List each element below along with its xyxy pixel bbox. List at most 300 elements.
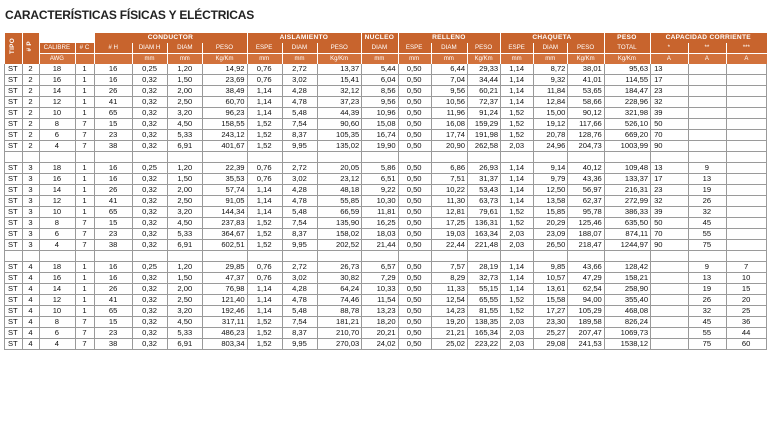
cell-rell-espe: 0,50 [398,229,431,240]
cell-cap-3 [727,218,767,229]
cell-calibre: 8 [40,317,75,328]
cell-chaq-espe: 2,03 [501,141,534,152]
cell-nucleo-diam: 10,30 [362,196,398,207]
cell-peso-total: 158,21 [604,273,650,284]
cell-aisl-diam: 8,37 [282,130,317,141]
cell-cap-1: 50 [651,119,688,130]
cell-cap-3 [727,196,767,207]
cell-nucleo-diam: 21,44 [362,240,398,251]
cell-num-p: 2 [22,141,40,152]
cell-rell-peso: 81,55 [468,306,501,317]
cell-aisl-diam: 3,02 [282,75,317,86]
cell-rell-espe: 0,50 [398,317,431,328]
cell-aisl-diam: 9,95 [282,240,317,251]
cell-aisl-espe: 1,52 [247,130,282,141]
cell-chaq-diam: 20,78 [534,130,568,141]
cell-cond-peso: 192,46 [203,306,247,317]
cell-cond-peso: 22,39 [203,163,247,174]
cell-cap-1 [651,328,688,339]
cell-aisl-espe: 1,14 [247,108,282,119]
cell-rell-peso: 79,61 [468,207,501,218]
table-row [5,284,767,295]
cell-rell-peso: 138,35 [468,317,501,328]
cell-cap-2: 19 [688,284,727,295]
table-row [5,262,767,273]
cell-chaq-peso: 58,66 [568,97,604,108]
cell-calibre: 6 [40,130,75,141]
cell-num-c: 7 [75,119,95,130]
cell-diam-h: 0,25 [132,64,167,75]
cell-aisl-peso: 30,82 [318,273,362,284]
cell-cap-2: 55 [688,328,727,339]
cell-aisl-diam: 7,54 [282,218,317,229]
cell-rell-peso: 223,22 [468,339,501,350]
cell-chaq-peso: 43,36 [568,174,604,185]
cell-num-p: 4 [22,328,40,339]
cell-chaq-espe: 1,52 [501,130,534,141]
cell-aisl-peso: 210,70 [318,328,362,339]
cell-chaq-diam: 15,58 [534,295,568,306]
cell-calibre: 4 [40,240,75,251]
cell-cap-1 [651,339,688,350]
cell-diam-h: 0,32 [132,317,167,328]
cell-cap-2 [688,130,727,141]
cell-num-h: 65 [95,207,132,218]
cell-cap-2 [688,64,727,75]
cell-num-h: 15 [95,218,132,229]
cell-aisl-peso: 15,41 [318,75,362,86]
cell-chaq-diam: 12,84 [534,97,568,108]
cell-tipo: ST [5,75,23,86]
cell-rell-peso: 55,15 [468,284,501,295]
cell-rell-diam: 17,25 [431,218,467,229]
cell-peso-total: 272,99 [604,196,650,207]
cell-cap-1 [651,306,688,317]
cell-num-p: 4 [22,317,40,328]
cell-num-h: 23 [95,130,132,141]
cell-cap-3: 10 [727,273,767,284]
cell-rell-peso: 60,21 [468,86,501,97]
cell-num-c: 1 [75,306,95,317]
group-chaqueta: CHAQUETA [501,33,605,43]
cell-calibre: 8 [40,119,75,130]
group-peso: PESO [604,33,650,43]
cell-rell-peso: 28,19 [468,262,501,273]
cell-num-h: 38 [95,339,132,350]
cell-num-p: 3 [22,174,40,185]
cell-cap-3: 20 [727,295,767,306]
cell-nucleo-diam: 9,56 [362,97,398,108]
cell-chaq-peso: 105,29 [568,306,604,317]
cell-rell-espe: 0,50 [398,119,431,130]
col-calibre: CALIBRE [40,43,75,54]
cell-cond-diam: 1,20 [168,262,203,273]
cell-num-p: 2 [22,97,40,108]
cell-cap-2: 75 [688,339,727,350]
cell-cond-diam: 3,20 [168,306,203,317]
cell-chaq-peso: 62,37 [568,196,604,207]
cell-diam-h: 0,25 [132,262,167,273]
cell-chaq-peso: 40,12 [568,163,604,174]
cell-rell-diam: 7,51 [431,174,467,185]
cell-cond-diam: 3,20 [168,108,203,119]
cell-rell-diam: 12,54 [431,295,467,306]
cell-nucleo-diam: 9,22 [362,185,398,196]
cell-cap-3 [727,86,767,97]
cell-rell-espe: 0,50 [398,97,431,108]
cell-num-h: 41 [95,97,132,108]
table-body [5,64,767,350]
cell-cap-2 [688,86,727,97]
cell-cond-peso: 364,67 [203,229,247,240]
cell-aisl-espe: 1,52 [247,229,282,240]
cell-cond-peso: 401,67 [203,141,247,152]
cell-cap-1: 32 [651,97,688,108]
cell-calibre: 18 [40,163,75,174]
col-chaq-espe: ESPE [501,43,534,54]
cell-rell-espe: 0,50 [398,240,431,251]
cell-calibre: 14 [40,86,75,97]
cell-aisl-peso: 48,18 [318,185,362,196]
cell-rell-espe: 0,50 [398,86,431,97]
cell-aisl-espe: 1,52 [247,218,282,229]
cell-chaq-peso: 117,66 [568,119,604,130]
table-row [5,108,767,119]
col-relleno-diam: DIAM [431,43,467,54]
cell-calibre: 14 [40,284,75,295]
group-relleno: RELLENO [398,33,501,43]
cell-cond-peso: 602,51 [203,240,247,251]
cell-chaq-diam: 11,84 [534,86,568,97]
cell-cap-1 [651,284,688,295]
cell-cap-2 [688,97,727,108]
cell-tipo: ST [5,141,23,152]
cell-aisl-espe: 1,52 [247,328,282,339]
cell-calibre: 18 [40,262,75,273]
cell-num-h: 65 [95,306,132,317]
col-cap-1: * [651,43,688,54]
cell-chaq-diam: 25,27 [534,328,568,339]
cell-aisl-espe: 1,14 [247,196,282,207]
cell-diam-h: 0,32 [132,207,167,218]
cell-chaq-espe: 1,52 [501,295,534,306]
cell-aisl-peso: 55,85 [318,196,362,207]
cell-aisl-diam: 9,95 [282,339,317,350]
cell-cond-peso: 486,23 [203,328,247,339]
cell-num-p: 3 [22,218,40,229]
cell-rell-espe: 0,50 [398,218,431,229]
cell-cond-diam: 1,20 [168,163,203,174]
cell-rell-peso: 26,93 [468,163,501,174]
cell-cap-1 [651,273,688,284]
cell-num-p: 4 [22,273,40,284]
cell-nucleo-diam: 6,57 [362,262,398,273]
table-row [5,207,767,218]
cell-cap-1: 13 [651,163,688,174]
cell-nucleo-diam: 11,81 [362,207,398,218]
cell-cap-2 [688,119,727,130]
cell-calibre: 12 [40,196,75,207]
cell-chaq-diam: 29,08 [534,339,568,350]
cell-chaq-peso: 90,12 [568,108,604,119]
cell-cond-diam: 1,50 [168,273,203,284]
cell-rell-diam: 6,44 [431,64,467,75]
cell-aisl-espe: 1,14 [247,284,282,295]
col-conductor-peso: PESO [203,43,247,54]
cell-diam-h: 0,32 [132,196,167,207]
cell-aisl-peso: 90,60 [318,119,362,130]
cell-tipo: ST [5,218,23,229]
cell-cap-3 [727,108,767,119]
cell-aisl-peso: 181,21 [318,317,362,328]
cell-rell-diam: 7,04 [431,75,467,86]
cell-aisl-peso: 88,78 [318,306,362,317]
table-row [5,119,767,130]
table-row [5,141,767,152]
cell-num-p: 2 [22,108,40,119]
cell-rell-peso: 72,37 [468,97,501,108]
cell-cap-2: 45 [688,218,727,229]
cell-tipo: ST [5,174,23,185]
cell-cap-1: 50 [651,218,688,229]
cell-num-h: 38 [95,141,132,152]
cell-aisl-peso: 23,12 [318,174,362,185]
cell-cond-peso: 144,34 [203,207,247,218]
cell-calibre: 6 [40,229,75,240]
cell-cond-diam: 5,33 [168,229,203,240]
cell-chaq-peso: 207,47 [568,328,604,339]
cell-num-c: 7 [75,218,95,229]
cell-aisl-diam: 4,28 [282,284,317,295]
cell-rell-espe: 0,50 [398,273,431,284]
table-row [5,196,767,207]
cell-cap-3 [727,229,767,240]
cell-rell-diam: 17,74 [431,130,467,141]
cell-diam-h: 0,32 [132,339,167,350]
cell-cap-2 [688,141,727,152]
cell-cap-1: 90 [651,141,688,152]
cell-cond-diam: 1,50 [168,174,203,185]
table-row [5,163,767,174]
cell-aisl-espe: 1,52 [247,119,282,130]
cell-cond-peso: 317,11 [203,317,247,328]
cell-cond-diam: 2,00 [168,86,203,97]
cell-num-p: 2 [22,64,40,75]
cell-aisl-diam: 4,78 [282,97,317,108]
table-row [5,328,767,339]
cell-peso-total: 184,47 [604,86,650,97]
cell-aisl-diam: 4,78 [282,295,317,306]
cell-nucleo-diam: 19,90 [362,141,398,152]
cell-cond-peso: 47,37 [203,273,247,284]
cell-chaq-espe: 2,03 [501,317,534,328]
cell-aisl-diam: 2,72 [282,262,317,273]
cell-tipo: ST [5,86,23,97]
table-row [5,306,767,317]
cell-num-h: 16 [95,273,132,284]
cell-peso-total: 133,37 [604,174,650,185]
cell-cond-peso: 29,85 [203,262,247,273]
cell-diam-h: 0,32 [132,174,167,185]
cell-num-h: 26 [95,284,132,295]
cell-rell-diam: 11,96 [431,108,467,119]
group-spacer-row [5,251,767,262]
cell-peso-total: 635,50 [604,218,650,229]
cell-num-c: 7 [75,317,95,328]
cell-cond-diam: 2,50 [168,97,203,108]
cell-num-p: 3 [22,207,40,218]
col-aisl-peso: PESO [318,43,362,54]
cell-rell-espe: 0,50 [398,64,431,75]
cell-chaq-espe: 1,14 [501,64,534,75]
cell-chaq-peso: 47,29 [568,273,604,284]
cell-aisl-diam: 8,37 [282,229,317,240]
cell-cap-3 [727,64,767,75]
cell-num-p: 4 [22,262,40,273]
cell-cond-diam: 1,20 [168,64,203,75]
cell-num-c: 1 [75,174,95,185]
cell-chaq-espe: 1,14 [501,86,534,97]
cell-diam-h: 0,32 [132,141,167,152]
cell-chaq-diam: 19,12 [534,119,568,130]
col-aisl-diam: DIAM [282,43,317,54]
cell-rell-espe: 0,50 [398,108,431,119]
cell-rell-diam: 12,81 [431,207,467,218]
cell-cap-3: 60 [727,339,767,350]
cell-rell-diam: 22,44 [431,240,467,251]
cell-aisl-peso: 44,39 [318,108,362,119]
cell-peso-total: 321,98 [604,108,650,119]
cell-num-p: 2 [22,86,40,97]
cell-aisl-peso: 37,23 [318,97,362,108]
cell-num-h: 26 [95,86,132,97]
cell-cond-diam: 1,50 [168,75,203,86]
cell-cap-3 [727,130,767,141]
cell-aisl-espe: 1,14 [247,306,282,317]
cell-nucleo-diam: 10,96 [362,108,398,119]
cell-calibre: 12 [40,97,75,108]
cell-cond-peso: 803,34 [203,339,247,350]
cell-diam-h: 0,32 [132,185,167,196]
cell-cond-diam: 2,00 [168,185,203,196]
cell-rell-peso: 136,31 [468,218,501,229]
cell-rell-espe: 0,50 [398,306,431,317]
cell-rell-diam: 11,30 [431,196,467,207]
cell-cond-diam: 5,33 [168,328,203,339]
cell-chaq-diam: 15,00 [534,108,568,119]
cell-cond-peso: 76,98 [203,284,247,295]
cell-num-c: 1 [75,295,95,306]
cell-calibre: 6 [40,328,75,339]
table-row [5,97,767,108]
cell-chaq-espe: 1,14 [501,262,534,273]
cell-num-c: 1 [75,262,95,273]
cell-cap-1: 17 [651,75,688,86]
cell-aisl-espe: 1,14 [247,207,282,218]
col-cap-2: ** [688,43,727,54]
cell-cap-1 [651,295,688,306]
cell-cond-diam: 4,50 [168,317,203,328]
cell-num-p: 3 [22,240,40,251]
cell-num-c: 1 [75,284,95,295]
cell-cond-peso: 38,49 [203,86,247,97]
cell-num-c: 1 [75,163,95,174]
cell-num-c: 1 [75,108,95,119]
cell-rell-peso: 63,73 [468,196,501,207]
cell-num-c: 1 [75,207,95,218]
cell-nucleo-diam: 15,08 [362,119,398,130]
cell-aisl-diam: 3,02 [282,273,317,284]
cell-aisl-peso: 105,35 [318,130,362,141]
cell-peso-total: 874,11 [604,229,650,240]
cell-cap-2 [688,75,727,86]
cell-peso-total: 1244,97 [604,240,650,251]
cell-cap-3 [727,75,767,86]
cell-nucleo-diam: 13,23 [362,306,398,317]
cell-rell-diam: 19,20 [431,317,467,328]
cell-aisl-diam: 7,54 [282,119,317,130]
cell-nucleo-diam: 20,21 [362,328,398,339]
cell-peso-total: 526,10 [604,119,650,130]
col-num-p: # P [22,33,40,64]
cell-peso-total: 228,96 [604,97,650,108]
cell-diam-h: 0,32 [132,119,167,130]
cell-rell-peso: 262,58 [468,141,501,152]
cell-rell-espe: 0,50 [398,284,431,295]
col-conductor-diam: DIAM [168,43,203,54]
cell-aisl-espe: 0,76 [247,75,282,86]
cell-num-c: 7 [75,240,95,251]
cell-chaq-espe: 2,03 [501,339,534,350]
cell-cap-2: 9 [688,163,727,174]
cell-chaq-diam: 10,57 [534,273,568,284]
cell-diam-h: 0,32 [132,218,167,229]
cell-tipo: ST [5,119,23,130]
cell-num-c: 7 [75,339,95,350]
cell-num-c: 1 [75,273,95,284]
cell-aisl-diam: 3,02 [282,174,317,185]
cell-cap-2: 9 [688,262,727,273]
cell-chaq-diam: 9,32 [534,75,568,86]
cell-peso-total: 669,20 [604,130,650,141]
cell-aisl-diam: 7,54 [282,317,317,328]
col-chaq-diam: DIAM [534,43,568,54]
subheader-row [5,43,767,54]
cell-cap-1: 17 [651,174,688,185]
cell-rell-diam: 20,90 [431,141,467,152]
cell-diam-h: 0,32 [132,284,167,295]
cell-aisl-diam: 5,48 [282,108,317,119]
cell-chaq-diam: 9,79 [534,174,568,185]
cell-aisl-diam: 4,78 [282,196,317,207]
cell-cap-3 [727,174,767,185]
cell-cap-2: 75 [688,240,727,251]
cell-tipo: ST [5,306,23,317]
cell-calibre: 12 [40,295,75,306]
cell-nucleo-diam: 5,86 [362,163,398,174]
cell-cap-3 [727,207,767,218]
cell-rell-espe: 0,50 [398,174,431,185]
cell-num-p: 2 [22,119,40,130]
cell-cap-1: 23 [651,185,688,196]
cell-tipo: ST [5,196,23,207]
cell-diam-h: 0,32 [132,295,167,306]
cell-nucleo-diam: 8,56 [362,86,398,97]
cell-cap-2: 13 [688,174,727,185]
cell-aisl-peso: 202,52 [318,240,362,251]
col-peso-total: TOTAL [604,43,650,54]
cell-aisl-diam: 4,28 [282,86,317,97]
